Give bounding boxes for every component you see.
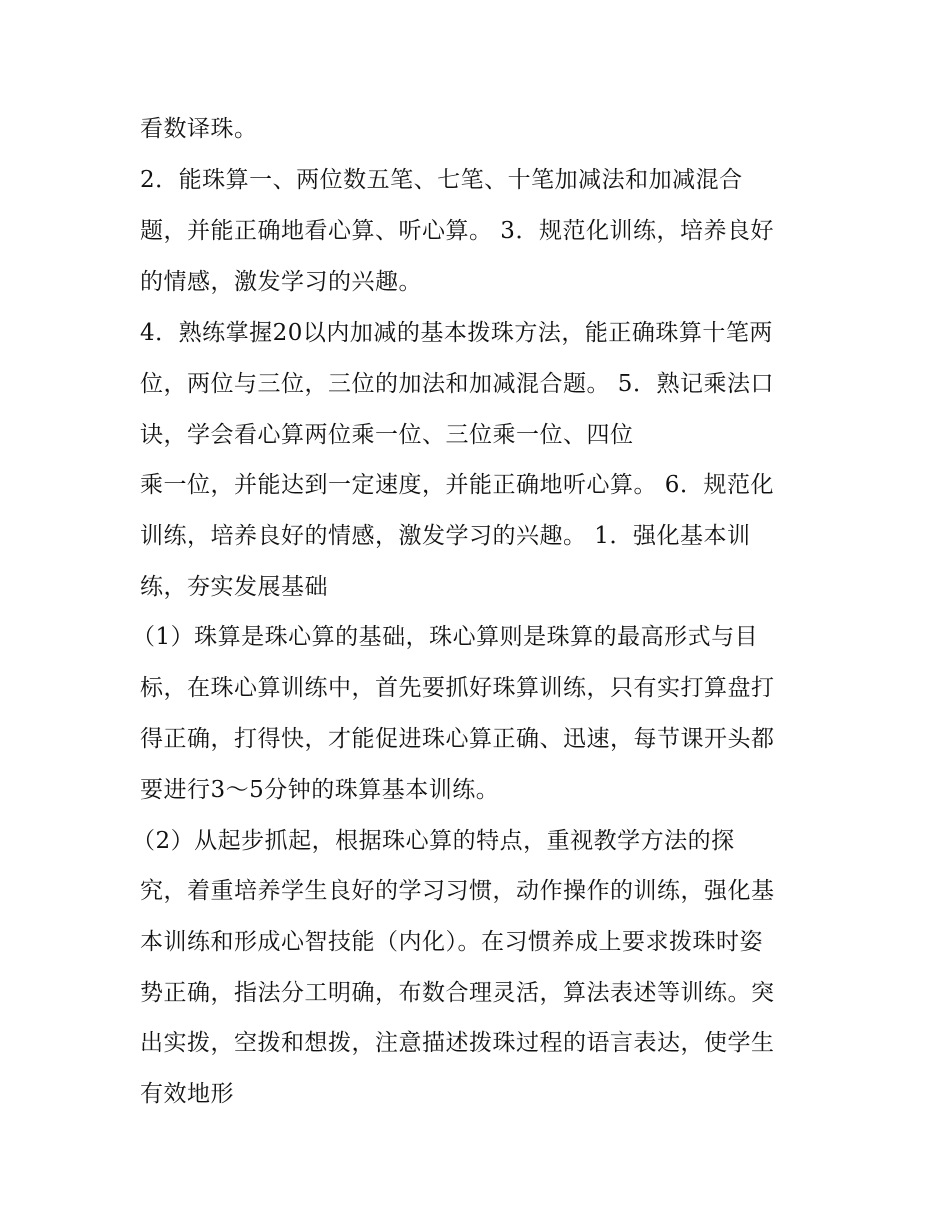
text-line: 得正确，打得快，才能促进珠心算正确、迅速，每节课开头都 bbox=[140, 726, 775, 752]
text-line: 题，并能正确地看心算、听心算。 3．规范化训练，培养良好 bbox=[140, 218, 774, 244]
text-line: （2）从起步抓起，根据珠心算的特点，重视教学方法的探 bbox=[132, 828, 735, 854]
text-line: 要进行3～5分钟的珠算基本训练。 bbox=[140, 777, 500, 803]
text-line: 位，两位与三位，三位的加法和加减混合题。 5．熟记乘法口 bbox=[140, 371, 774, 397]
text-line: 本训练和形成心智技能（内化）。在习惯养成上要求拨珠时姿 bbox=[140, 929, 763, 955]
text-line: 势正确，指法分工明确，布数合理灵活，算法表述等训练。突 bbox=[140, 980, 775, 1006]
text-line: 看数译珠。 bbox=[140, 116, 258, 142]
text-line: 乘一位，并能达到一定速度，并能正确地听心算。 6．规范化 bbox=[140, 472, 774, 498]
text-line: 2．能珠算一、两位数五笔、七笔、十笔加减法和加减混合 bbox=[140, 167, 743, 193]
text-line: 练，夯实发展基础 bbox=[140, 574, 328, 600]
text-line: （1）珠算是珠心算的基础，珠心算则是珠算的最高形式与目 bbox=[132, 624, 759, 650]
text-line: 的情感，激发学习的兴趣。 bbox=[140, 269, 422, 295]
text-line: 究，着重培养学生良好的学习习惯，动作操作的训练，强化基 bbox=[140, 878, 775, 904]
text-line: 诀，学会看心算两位乘一位、三位乘一位、四位 bbox=[140, 422, 634, 448]
text-line: 训练，培养良好的情感，激发学习的兴趣。 1．强化基本训 bbox=[140, 523, 751, 549]
text-line: 标，在珠心算训练中，首先要抓好珠算训练，只有实打算盘打 bbox=[140, 675, 775, 701]
text-line: 出实拨，空拨和想拨，注意描述拨珠过程的语言表达，使学生 bbox=[140, 1030, 775, 1056]
text-line: 4．熟练掌握20以内加减的基本拨珠方法，能正确珠算十笔两 bbox=[140, 320, 773, 346]
text-line: 有效地形 bbox=[140, 1081, 234, 1107]
